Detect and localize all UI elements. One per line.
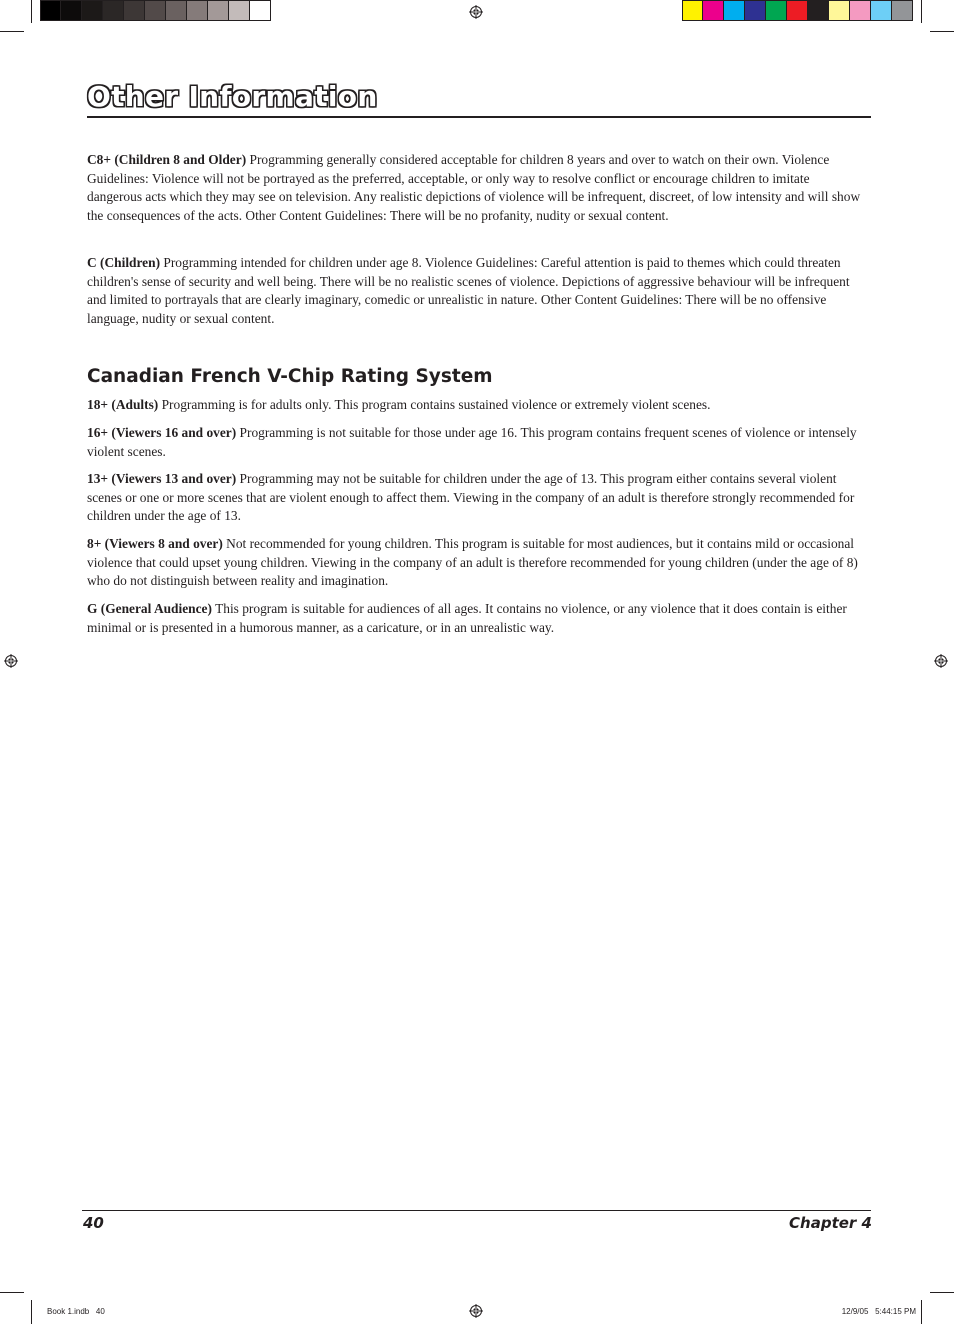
- crop-mark: [0, 1292, 24, 1293]
- color-swatch: [82, 0, 103, 21]
- rating-description: This program is suitable for audiences of all ages. It contains no violence, or any violence that it does contain is either minimal or is presented in a humorous manner, as a caricature, or in an unrealistic way.: [87, 601, 847, 635]
- rating-term: 8+ (Viewers 8 and over): [87, 536, 223, 551]
- color-swatch: [724, 0, 745, 21]
- rating-description: Programming intended for children under age 8. Violence Guidelines: Careful attention is paid to themes which could threaten children's sense of security and well being. There will be no realistic scenes of violence. Depictions of aggressive behaviour will be infrequent and limited to portrayals that are clearly imaginary, comedic or unrealistic in nature. Other Content Guidelines: There will be no offensive language, nudity or sexual content.: [87, 255, 850, 326]
- color-swatch: [124, 0, 145, 21]
- color-swatch: [166, 0, 187, 21]
- crop-mark: [921, 0, 922, 23]
- crop-mark: [930, 1292, 954, 1293]
- color-swatch: [187, 0, 208, 21]
- slug-timestamp: 12/9/05 5:44:15 PM: [841, 1307, 916, 1316]
- color-swatch: [850, 0, 871, 21]
- rating-description: Programming may not be suitable for children under the age of 13. This program either contains several violent scenes or one or more scenes that are violent enough to affect them. Viewing in the company of an adult is therefore strongly recommended for children under the age of 13.: [87, 471, 855, 524]
- color-swatch: [682, 0, 703, 21]
- color-swatch: [145, 0, 166, 21]
- color-swatch: [787, 0, 808, 21]
- color-swatch: [892, 0, 913, 21]
- rating-description: Programming is not suitable for those under age 16. This program contains frequent scenes of violence or intensely violent scenes.: [87, 425, 857, 459]
- rating-paragraph: [87, 470, 865, 526]
- section-heading: Canadian French V-Chip Rating System: [87, 366, 493, 387]
- color-swatch: [208, 0, 229, 21]
- color-swatch: [61, 0, 82, 21]
- color-swatch: [250, 0, 271, 21]
- rating-term: G (General Audience): [87, 601, 212, 616]
- rating-paragraph: [87, 535, 865, 591]
- color-swatch: [829, 0, 850, 21]
- color-swatch: [808, 0, 829, 21]
- color-swatch: [229, 0, 250, 21]
- rating-paragraph: [87, 600, 865, 637]
- rating-paragraph: [87, 151, 865, 225]
- color-swatch: [40, 0, 61, 21]
- rating-term: 13+ (Viewers 13 and over): [87, 471, 237, 486]
- page-title: Other Information: [87, 80, 378, 113]
- page-number: 40: [83, 1214, 104, 1232]
- rating-description: Programming is for adults only. This program contains sustained violence or extremely violent scenes.: [158, 397, 711, 412]
- color-swatch: [766, 0, 787, 21]
- rating-term: C8+ (Children 8 and Older): [87, 152, 247, 167]
- title-divider: [87, 116, 871, 118]
- crop-mark: [31, 0, 32, 23]
- registration-mark-icon: [4, 654, 18, 668]
- process-color-bar: [682, 0, 913, 21]
- rating-term: C (Children): [87, 255, 161, 270]
- rating-description: Programming generally considered acceptable for children 8 years and over to watch on their own. Violence Guidelines: Violence will not be portrayed as the preferred, acceptable, or only way to resolve conflict or encourage children to imitate dangerous acts which they may see on television. Any realistic depictions of violence will be infrequent, discreet, of low intensity and will show the consequences of the acts. Other Content Guidelines: There will be no profanity, nudity or sexual content.: [87, 152, 861, 223]
- color-swatch: [871, 0, 892, 21]
- registration-mark-icon: [469, 1304, 483, 1318]
- color-swatch: [703, 0, 724, 21]
- rating-term: 16+ (Viewers 16 and over): [87, 425, 237, 440]
- rating-paragraph: [87, 396, 865, 415]
- rating-paragraph: [87, 254, 865, 328]
- crop-mark: [0, 31, 24, 32]
- registration-mark-icon: [469, 5, 483, 19]
- crop-mark: [31, 1300, 32, 1324]
- grayscale-color-bar: [40, 0, 271, 21]
- crop-mark: [930, 31, 954, 32]
- crop-mark: [921, 1300, 922, 1324]
- rating-term: 18+ (Adults): [87, 397, 159, 412]
- slug-file-info: Book 1.indb 40: [47, 1307, 105, 1316]
- chapter-label: Chapter 4: [789, 1214, 872, 1232]
- footer-divider: [82, 1210, 871, 1211]
- rating-paragraph: [87, 424, 865, 461]
- color-swatch: [745, 0, 766, 21]
- color-swatch: [103, 0, 124, 21]
- registration-mark-icon: [934, 654, 948, 668]
- rating-description: Not recommended for young children. This program is suitable for most audiences, but it contains mild or occasional violence that could upset young children. Viewing in the company of an adult is therefore recommended for young children (under the age of 8) who do not distinguish between reality and imagination.: [87, 536, 858, 589]
